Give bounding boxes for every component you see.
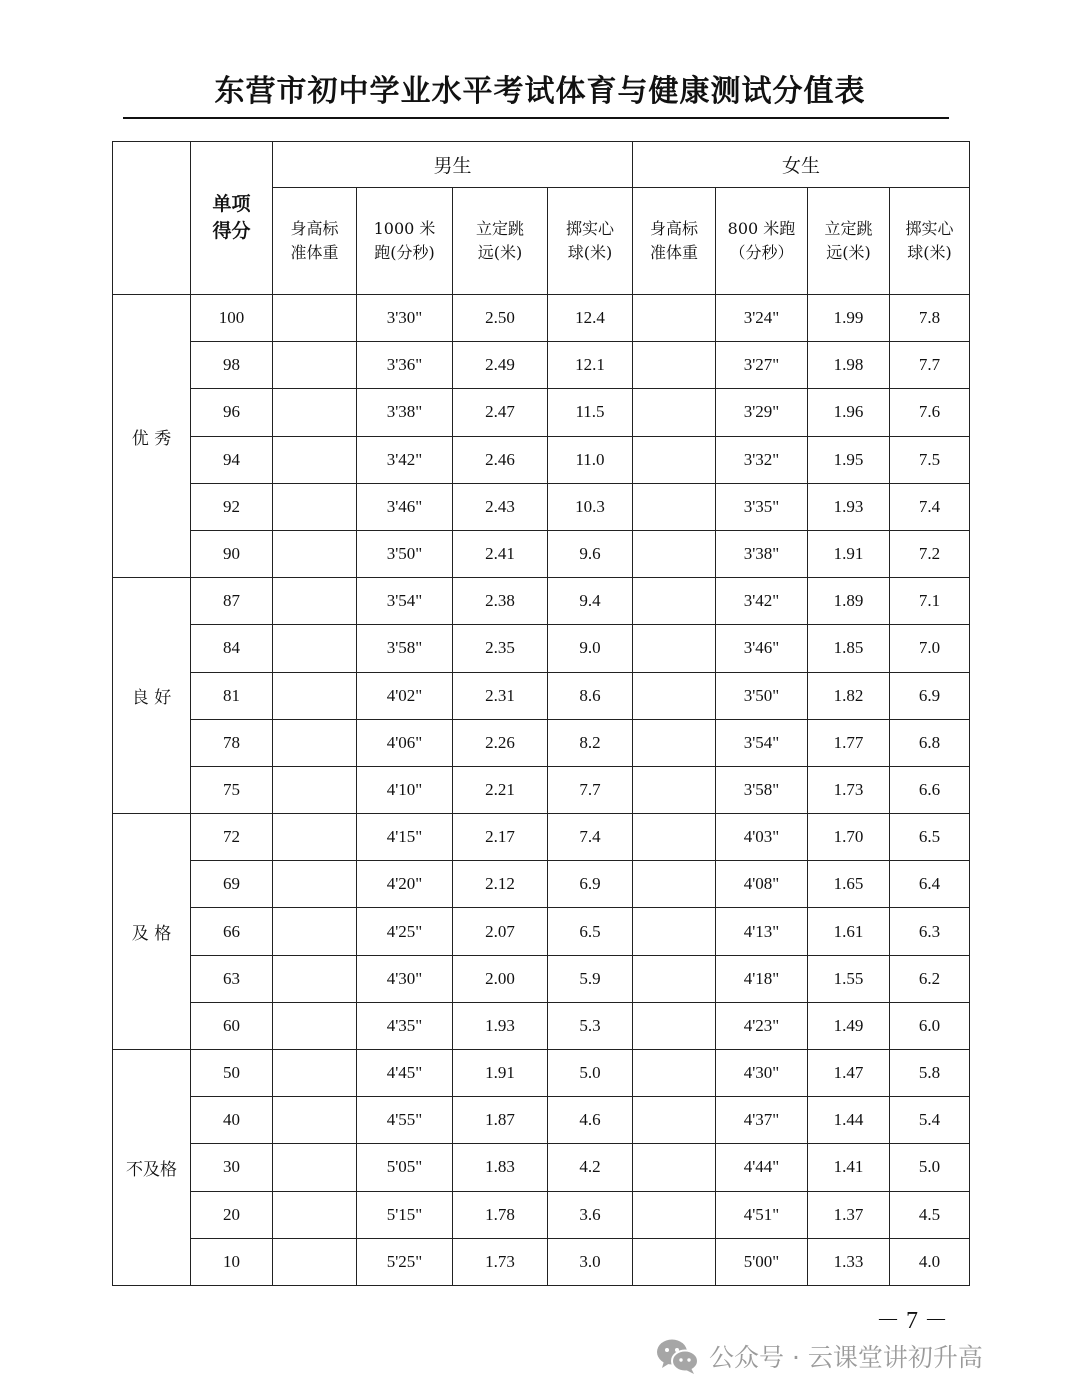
title-underline bbox=[123, 117, 949, 119]
male-1000m-cell: 4'15" bbox=[357, 814, 453, 861]
table-row bbox=[113, 578, 970, 625]
male-1000m-cell: 4'30" bbox=[357, 955, 453, 1002]
male-long-jump-cell: 1.73 bbox=[453, 1238, 548, 1285]
corner-cell bbox=[113, 142, 191, 295]
male-height-weight-cell bbox=[273, 1191, 357, 1238]
table-row bbox=[113, 1050, 970, 1097]
male-shot-ball-cell: 3.0 bbox=[548, 1238, 633, 1285]
table-row bbox=[113, 672, 970, 719]
female-800m-cell: 4'37" bbox=[716, 1097, 808, 1144]
male-column-header: 1000 米跑(分秒) bbox=[357, 188, 453, 295]
female-long-jump-cell: 1.49 bbox=[808, 1002, 890, 1049]
table-row bbox=[113, 814, 970, 861]
score-cell: 100 bbox=[191, 295, 273, 342]
table-row bbox=[113, 342, 970, 389]
male-height-weight-cell bbox=[273, 1097, 357, 1144]
female-shot-ball-cell: 6.8 bbox=[890, 719, 970, 766]
table-row bbox=[113, 861, 970, 908]
female-shot-ball-cell: 7.4 bbox=[890, 483, 970, 530]
score-cell: 96 bbox=[191, 389, 273, 436]
female-shot-ball-cell: 7.7 bbox=[890, 342, 970, 389]
score-cell: 87 bbox=[191, 578, 273, 625]
score-cell: 94 bbox=[191, 436, 273, 483]
female-long-jump-cell: 1.99 bbox=[808, 295, 890, 342]
male-1000m-cell: 4'06" bbox=[357, 719, 453, 766]
female-shot-ball-cell: 5.4 bbox=[890, 1097, 970, 1144]
female-height-weight-cell bbox=[633, 814, 716, 861]
female-shot-ball-cell: 6.2 bbox=[890, 955, 970, 1002]
score-cell: 10 bbox=[191, 1238, 273, 1285]
score-cell: 98 bbox=[191, 342, 273, 389]
male-column-header: 掷实心球(米) bbox=[548, 188, 633, 295]
male-height-weight-cell bbox=[273, 295, 357, 342]
male-shot-ball-cell: 6.5 bbox=[548, 908, 633, 955]
female-shot-ball-cell: 7.6 bbox=[890, 389, 970, 436]
female-shot-ball-cell: 7.1 bbox=[890, 578, 970, 625]
male-shot-ball-cell: 9.4 bbox=[548, 578, 633, 625]
female-shot-ball-cell: 6.3 bbox=[890, 908, 970, 955]
table-row bbox=[113, 295, 970, 342]
male-1000m-cell: 4'10" bbox=[357, 766, 453, 813]
female-shot-ball-cell: 6.6 bbox=[890, 766, 970, 813]
female-long-jump-cell: 1.73 bbox=[808, 766, 890, 813]
male-shot-ball-cell: 10.3 bbox=[548, 483, 633, 530]
male-height-weight-cell bbox=[273, 1238, 357, 1285]
female-800m-cell: 4'18" bbox=[716, 955, 808, 1002]
score-cell: 75 bbox=[191, 766, 273, 813]
female-long-jump-cell: 1.70 bbox=[808, 814, 890, 861]
male-column-header: 立定跳远(米) bbox=[453, 188, 548, 295]
male-shot-ball-cell: 11.0 bbox=[548, 436, 633, 483]
female-height-weight-cell bbox=[633, 861, 716, 908]
grade-label: 优 秀 bbox=[113, 295, 191, 578]
table-row bbox=[113, 1238, 970, 1285]
male-long-jump-cell: 2.17 bbox=[453, 814, 548, 861]
female-800m-cell: 4'03" bbox=[716, 814, 808, 861]
male-shot-ball-cell: 4.6 bbox=[548, 1097, 633, 1144]
male-shot-ball-cell: 5.0 bbox=[548, 1050, 633, 1097]
male-height-weight-cell bbox=[273, 578, 357, 625]
male-height-weight-cell bbox=[273, 625, 357, 672]
male-height-weight-cell bbox=[273, 908, 357, 955]
male-height-weight-cell bbox=[273, 483, 357, 530]
male-height-weight-cell bbox=[273, 861, 357, 908]
male-height-weight-cell bbox=[273, 955, 357, 1002]
female-long-jump-cell: 1.33 bbox=[808, 1238, 890, 1285]
male-1000m-cell: 5'05" bbox=[357, 1144, 453, 1191]
male-height-weight-cell bbox=[273, 766, 357, 813]
female-800m-cell: 3'50" bbox=[716, 672, 808, 719]
female-800m-cell: 4'13" bbox=[716, 908, 808, 955]
female-800m-cell: 4'08" bbox=[716, 861, 808, 908]
male-shot-ball-cell: 7.4 bbox=[548, 814, 633, 861]
male-height-weight-cell bbox=[273, 1144, 357, 1191]
female-header: 女生 bbox=[633, 142, 970, 188]
male-long-jump-cell: 2.50 bbox=[453, 295, 548, 342]
female-long-jump-cell: 1.89 bbox=[808, 578, 890, 625]
female-height-weight-cell bbox=[633, 766, 716, 813]
male-shot-ball-cell: 9.6 bbox=[548, 530, 633, 577]
female-800m-cell: 3'54" bbox=[716, 719, 808, 766]
female-800m-cell: 3'24" bbox=[716, 295, 808, 342]
female-800m-cell: 4'30" bbox=[716, 1050, 808, 1097]
female-height-weight-cell bbox=[633, 342, 716, 389]
male-height-weight-cell bbox=[273, 1002, 357, 1049]
score-cell: 66 bbox=[191, 908, 273, 955]
table-row bbox=[113, 1144, 970, 1191]
male-1000m-cell: 4'55" bbox=[357, 1097, 453, 1144]
male-shot-ball-cell: 6.9 bbox=[548, 861, 633, 908]
male-1000m-cell: 4'02" bbox=[357, 672, 453, 719]
female-height-weight-cell bbox=[633, 578, 716, 625]
score-cell: 60 bbox=[191, 1002, 273, 1049]
male-long-jump-cell: 1.93 bbox=[453, 1002, 548, 1049]
table-row bbox=[113, 1002, 970, 1049]
female-shot-ball-cell: 6.4 bbox=[890, 861, 970, 908]
male-1000m-cell: 5'25" bbox=[357, 1238, 453, 1285]
score-cell: 50 bbox=[191, 1050, 273, 1097]
grade-label: 及 格 bbox=[113, 814, 191, 1050]
male-long-jump-cell: 2.00 bbox=[453, 955, 548, 1002]
female-800m-cell: 3'46" bbox=[716, 625, 808, 672]
female-long-jump-cell: 1.47 bbox=[808, 1050, 890, 1097]
female-long-jump-cell: 1.95 bbox=[808, 436, 890, 483]
male-height-weight-cell bbox=[273, 719, 357, 766]
male-long-jump-cell: 1.91 bbox=[453, 1050, 548, 1097]
male-1000m-cell: 4'35" bbox=[357, 1002, 453, 1049]
table-row bbox=[113, 625, 970, 672]
score-cell: 40 bbox=[191, 1097, 273, 1144]
male-column-header: 身高标准体重 bbox=[273, 188, 357, 295]
female-height-weight-cell bbox=[633, 955, 716, 1002]
table-row bbox=[113, 1097, 970, 1144]
female-height-weight-cell bbox=[633, 1050, 716, 1097]
female-800m-cell: 3'38" bbox=[716, 530, 808, 577]
female-shot-ball-cell: 6.5 bbox=[890, 814, 970, 861]
female-height-weight-cell bbox=[633, 1097, 716, 1144]
table-row bbox=[113, 1191, 970, 1238]
female-800m-cell: 3'58" bbox=[716, 766, 808, 813]
male-1000m-cell: 4'25" bbox=[357, 908, 453, 955]
score-cell: 90 bbox=[191, 530, 273, 577]
table-row bbox=[113, 483, 970, 530]
table-row bbox=[113, 530, 970, 577]
male-long-jump-cell: 2.43 bbox=[453, 483, 548, 530]
male-shot-ball-cell: 8.2 bbox=[548, 719, 633, 766]
female-800m-cell: 3'29" bbox=[716, 389, 808, 436]
female-long-jump-cell: 1.82 bbox=[808, 672, 890, 719]
female-800m-cell: 3'42" bbox=[716, 578, 808, 625]
table-row bbox=[113, 719, 970, 766]
male-long-jump-cell: 2.31 bbox=[453, 672, 548, 719]
male-1000m-cell: 3'54" bbox=[357, 578, 453, 625]
male-height-weight-cell bbox=[273, 389, 357, 436]
female-long-jump-cell: 1.85 bbox=[808, 625, 890, 672]
grade-label: 良 好 bbox=[113, 578, 191, 814]
male-shot-ball-cell: 11.5 bbox=[548, 389, 633, 436]
male-header: 男生 bbox=[273, 142, 633, 188]
male-height-weight-cell bbox=[273, 814, 357, 861]
female-height-weight-cell bbox=[633, 530, 716, 577]
male-shot-ball-cell: 12.4 bbox=[548, 295, 633, 342]
female-long-jump-cell: 1.37 bbox=[808, 1191, 890, 1238]
score-cell: 20 bbox=[191, 1191, 273, 1238]
male-1000m-cell: 3'42" bbox=[357, 436, 453, 483]
score-cell: 72 bbox=[191, 814, 273, 861]
female-shot-ball-cell: 7.5 bbox=[890, 436, 970, 483]
score-table-body bbox=[113, 295, 970, 1286]
male-height-weight-cell bbox=[273, 672, 357, 719]
female-800m-cell: 4'51" bbox=[716, 1191, 808, 1238]
male-height-weight-cell bbox=[273, 342, 357, 389]
male-1000m-cell: 4'45" bbox=[357, 1050, 453, 1097]
male-shot-ball-cell: 9.0 bbox=[548, 625, 633, 672]
male-long-jump-cell: 2.41 bbox=[453, 530, 548, 577]
female-height-weight-cell bbox=[633, 908, 716, 955]
male-long-jump-cell: 1.87 bbox=[453, 1097, 548, 1144]
male-shot-ball-cell: 3.6 bbox=[548, 1191, 633, 1238]
male-long-jump-cell: 2.21 bbox=[453, 766, 548, 813]
page-title: 东营市初中学业水平考试体育与健康测试分值表 bbox=[214, 74, 866, 109]
male-long-jump-cell: 2.26 bbox=[453, 719, 548, 766]
score-cell: 84 bbox=[191, 625, 273, 672]
female-height-weight-cell bbox=[633, 1002, 716, 1049]
female-800m-cell: 5'00" bbox=[716, 1238, 808, 1285]
male-1000m-cell: 3'38" bbox=[357, 389, 453, 436]
female-long-jump-cell: 1.61 bbox=[808, 908, 890, 955]
male-shot-ball-cell: 5.3 bbox=[548, 1002, 633, 1049]
table-row bbox=[113, 436, 970, 483]
score-cell: 69 bbox=[191, 861, 273, 908]
female-long-jump-cell: 1.65 bbox=[808, 861, 890, 908]
female-shot-ball-cell: 5.8 bbox=[890, 1050, 970, 1097]
female-shot-ball-cell: 7.2 bbox=[890, 530, 970, 577]
female-shot-ball-cell: 6.0 bbox=[890, 1002, 970, 1049]
male-shot-ball-cell: 12.1 bbox=[548, 342, 633, 389]
male-1000m-cell: 5'15" bbox=[357, 1191, 453, 1238]
female-long-jump-cell: 1.93 bbox=[808, 483, 890, 530]
female-column-header: 800 米跑（分秒） bbox=[716, 188, 808, 295]
male-shot-ball-cell: 4.2 bbox=[548, 1144, 633, 1191]
male-long-jump-cell: 2.49 bbox=[453, 342, 548, 389]
male-height-weight-cell bbox=[273, 530, 357, 577]
female-800m-cell: 4'44" bbox=[716, 1144, 808, 1191]
female-long-jump-cell: 1.44 bbox=[808, 1097, 890, 1144]
male-shot-ball-cell: 5.9 bbox=[548, 955, 633, 1002]
female-shot-ball-cell: 5.0 bbox=[890, 1144, 970, 1191]
male-1000m-cell: 4'20" bbox=[357, 861, 453, 908]
female-height-weight-cell bbox=[633, 672, 716, 719]
female-column-header: 身高标准体重 bbox=[633, 188, 716, 295]
female-height-weight-cell bbox=[633, 483, 716, 530]
female-height-weight-cell bbox=[633, 625, 716, 672]
female-shot-ball-cell: 4.5 bbox=[890, 1191, 970, 1238]
female-column-header: 掷实心球(米) bbox=[890, 188, 970, 295]
table-row bbox=[113, 389, 970, 436]
male-long-jump-cell: 2.07 bbox=[453, 908, 548, 955]
female-long-jump-cell: 1.55 bbox=[808, 955, 890, 1002]
male-1000m-cell: 3'50" bbox=[357, 530, 453, 577]
watermark bbox=[655, 1334, 983, 1378]
female-column-header: 立定跳远(米) bbox=[808, 188, 890, 295]
male-long-jump-cell: 2.35 bbox=[453, 625, 548, 672]
table-row bbox=[113, 955, 970, 1002]
female-height-weight-cell bbox=[633, 436, 716, 483]
female-long-jump-cell: 1.98 bbox=[808, 342, 890, 389]
female-long-jump-cell: 1.96 bbox=[808, 389, 890, 436]
male-long-jump-cell: 1.78 bbox=[453, 1191, 548, 1238]
score-cell: 92 bbox=[191, 483, 273, 530]
female-height-weight-cell bbox=[633, 719, 716, 766]
score-cell: 81 bbox=[191, 672, 273, 719]
male-shot-ball-cell: 7.7 bbox=[548, 766, 633, 813]
female-long-jump-cell: 1.41 bbox=[808, 1144, 890, 1191]
female-800m-cell: 3'27" bbox=[716, 342, 808, 389]
female-800m-cell: 4'23" bbox=[716, 1002, 808, 1049]
male-long-jump-cell: 2.47 bbox=[453, 389, 548, 436]
male-1000m-cell: 3'58" bbox=[357, 625, 453, 672]
female-height-weight-cell bbox=[633, 1238, 716, 1285]
table-row bbox=[113, 766, 970, 813]
male-height-weight-cell bbox=[273, 1050, 357, 1097]
male-shot-ball-cell: 8.6 bbox=[548, 672, 633, 719]
grade-label: 不及格 bbox=[113, 1050, 191, 1286]
male-long-jump-cell: 2.38 bbox=[453, 578, 548, 625]
wechat-icon bbox=[655, 1336, 701, 1376]
female-800m-cell: 3'35" bbox=[716, 483, 808, 530]
male-long-jump-cell: 2.46 bbox=[453, 436, 548, 483]
female-height-weight-cell bbox=[633, 1144, 716, 1191]
watermark-text: 公众号 · 云课堂讲初升高 bbox=[709, 1343, 983, 1372]
male-1000m-cell: 3'36" bbox=[357, 342, 453, 389]
female-shot-ball-cell: 4.0 bbox=[890, 1238, 970, 1285]
score-cell: 63 bbox=[191, 955, 273, 1002]
page-number: － 7 － bbox=[876, 1308, 948, 1334]
male-height-weight-cell bbox=[273, 436, 357, 483]
female-long-jump-cell: 1.77 bbox=[808, 719, 890, 766]
table-row bbox=[113, 908, 970, 955]
male-long-jump-cell: 2.12 bbox=[453, 861, 548, 908]
female-800m-cell: 3'32" bbox=[716, 436, 808, 483]
female-shot-ball-cell: 6.9 bbox=[890, 672, 970, 719]
female-shot-ball-cell: 7.8 bbox=[890, 295, 970, 342]
female-height-weight-cell bbox=[633, 295, 716, 342]
score-cell: 78 bbox=[191, 719, 273, 766]
score-header: 单项得分 bbox=[191, 142, 273, 295]
score-cell: 30 bbox=[191, 1144, 273, 1191]
male-1000m-cell: 3'30" bbox=[357, 295, 453, 342]
female-height-weight-cell bbox=[633, 1191, 716, 1238]
female-long-jump-cell: 1.91 bbox=[808, 530, 890, 577]
male-1000m-cell: 3'46" bbox=[357, 483, 453, 530]
female-shot-ball-cell: 7.0 bbox=[890, 625, 970, 672]
female-height-weight-cell bbox=[633, 389, 716, 436]
score-table bbox=[112, 141, 970, 1286]
male-long-jump-cell: 1.83 bbox=[453, 1144, 548, 1191]
